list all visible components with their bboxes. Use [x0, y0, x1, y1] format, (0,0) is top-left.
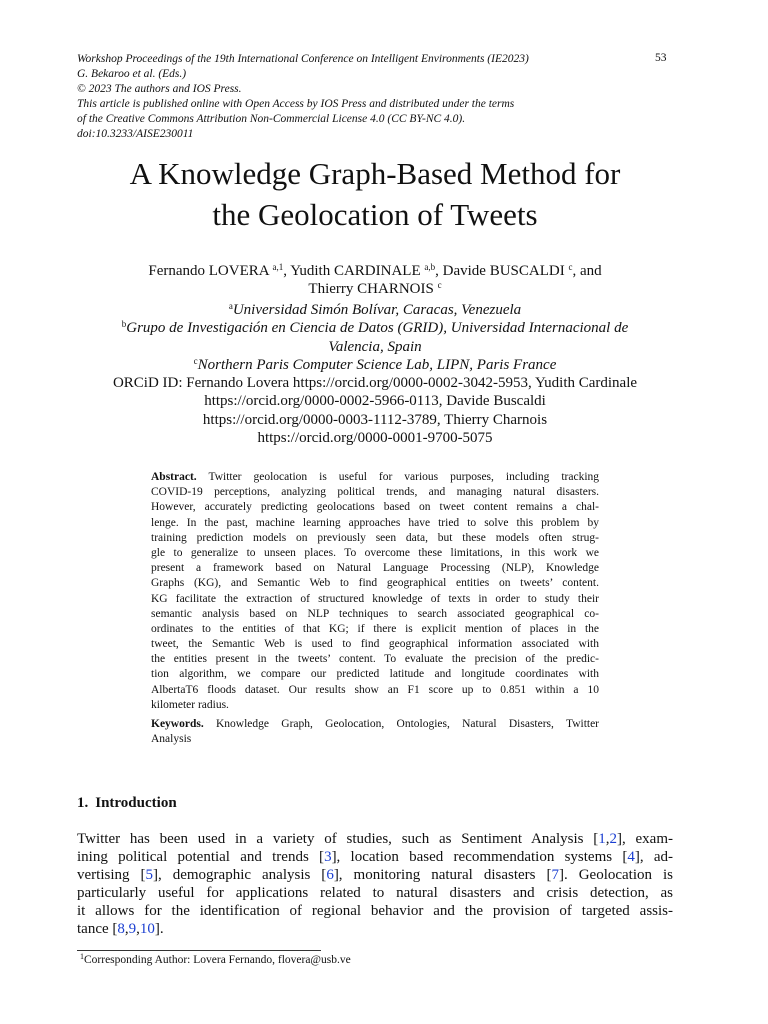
body-line: [77, 920, 673, 938]
body-text: ,: [124, 921, 129, 938]
author-line: [60, 262, 690, 280]
abstract-line: Graphs (KG), and Semantic Web to find geographical entities on tweets’ content.: [151, 577, 599, 590]
abstract-text: Twitter geolocation is useful for various purposes, including tracking: [208, 471, 600, 483]
affiliation-mark: a: [228, 301, 233, 311]
abstract-line: kilometer radius.: [151, 698, 229, 711]
section-number: 1.: [77, 795, 89, 811]
page-number: 53: [655, 52, 667, 64]
citation-link[interactable]: 6: [326, 867, 334, 884]
author-name: Thierry CHARNOIS: [308, 281, 434, 297]
abstract-line: COVID-19 perceptions, analyzing political trends, and managing natural disasters.: [151, 486, 599, 499]
footnote-mark: 1: [80, 952, 84, 961]
affiliation-b-cont: Valencia, Spain: [328, 338, 422, 355]
paper-title: [60, 153, 690, 235]
header-line: of the Creative Commons Attribution Non-Commercial License 4.0 (CC BY-NC 4.0).: [77, 113, 466, 125]
abstract-line: semantic analysis based on NLP techniques to search associated geographical co-: [151, 607, 599, 620]
section-heading: [77, 795, 184, 812]
body-line: [77, 848, 673, 866]
orcid-block: [60, 374, 690, 447]
abstract-line: present a framework based on Natural Language Processing (NLP), Knowledge: [151, 562, 599, 575]
citation-link[interactable]: 8: [117, 921, 125, 938]
affiliation-text: Northern Paris Computer Science Lab, LIPN, Paris France: [197, 356, 557, 373]
abstract-line: ordinates to the entities of that KG; if there is explicit mention of places in the: [151, 622, 599, 635]
author-name: , Davide BUSCALDI: [435, 263, 565, 279]
affiliation-mark: c: [193, 355, 198, 366]
citation-link[interactable]: 9: [128, 921, 137, 938]
author-affiliation-mark: c: [568, 262, 573, 272]
abstract-line: [151, 470, 599, 485]
body-text: ], exam-: [617, 831, 673, 847]
citation-link[interactable]: 3: [324, 849, 332, 866]
orcid-line: ORCiD ID: Fernando Lovera https://orcid.org/0000-0002-3042-5953, Yudith Cardinale: [112, 375, 638, 391]
affiliation-text: Universidad Simón Bolívar, Caracas, Venezuela: [232, 302, 522, 318]
body-line: [77, 830, 673, 848]
body-line: [77, 866, 673, 884]
citation-link[interactable]: 4: [627, 849, 635, 866]
header-line: © 2023 The authors and IOS Press.: [77, 83, 242, 95]
footnote: [80, 954, 351, 966]
affiliation-text: Grupo de Investigación en Ciencia de Datos (GRID), Universidad Internacional de: [126, 320, 629, 337]
body-text: ], location based recommendation systems [: [331, 849, 628, 866]
body-text: ], ad-: [634, 849, 673, 866]
section-title: Introduction: [95, 795, 177, 811]
body-text: ]. Geolocation is: [558, 867, 673, 884]
body-text: ], monitoring natural disasters [: [333, 867, 552, 884]
intro-paragraph: [77, 830, 673, 939]
header-line: Workshop Proceedings of the 19th International Conference on Intelligent Environments (IE2023): [77, 53, 529, 65]
author-affiliation-mark: a,b: [424, 262, 436, 272]
header-line: This article is published online with Open Access by IOS Press and distributed under the terms: [77, 98, 515, 110]
body-line: it allows for the identification of regional behavior and the provision of targeted assis-: [77, 903, 673, 920]
body-text: vertising [: [77, 867, 146, 884]
body-text: ], demographic analysis [: [152, 867, 327, 884]
abstract-line: However, accurately predicting geolocations based on tweet content remains a chal-: [151, 501, 599, 514]
orcid-line: https://orcid.org/0000-0002-5966-0113, Davide Buscaldi: [204, 393, 546, 410]
author-affiliation-mark: a,1: [272, 262, 284, 272]
body-line: particularly useful for applications related to natural disasters and crisis detection, as: [77, 885, 673, 902]
body-text: Twitter has been used in a variety of studies, such as Sentiment Analysis [: [77, 831, 599, 847]
body-text: ining political potential and trends [: [77, 849, 325, 866]
abstract-line: AlbertaT6 floods dataset. Our results show an F1 score up to 0.851 within a 10: [151, 683, 599, 696]
abstract: [151, 470, 599, 747]
body-text: ,: [605, 831, 610, 847]
abstract-line: tion algorithm, we compare our predicted latitude and longitude coordinates with: [151, 668, 599, 681]
citation-link[interactable]: 5: [145, 867, 153, 884]
abstract-line: gle to generalize to unseen places. To overcome these limitations, in this work we: [151, 546, 599, 559]
abstract-line: KG facilitate the extraction of structured knowledge of texts in order to study their: [151, 592, 599, 605]
citation-link[interactable]: 7: [551, 867, 559, 884]
keywords-label: Keywords.: [151, 718, 204, 730]
author-affiliation-mark: c: [437, 280, 442, 290]
footnote-divider: [77, 950, 321, 951]
affiliation-a: [60, 301, 690, 319]
body-text: ].: [154, 921, 164, 938]
footnote-text: Corresponding Author: Lovera Fernando, flovera@usb.ve: [84, 954, 351, 966]
citation-link[interactable]: 2: [609, 831, 617, 847]
title-line: the Geolocation of Tweets: [212, 197, 538, 232]
author-name: Fernando LOVERA: [148, 263, 269, 279]
body-text: tance [: [77, 921, 118, 938]
affiliation-c: [60, 356, 690, 374]
abstract-label: Abstract.: [151, 471, 197, 483]
orcid-line: https://orcid.org/0000-0001-9700-5075: [257, 429, 493, 446]
author-name: , Yudith CARDINALE: [283, 263, 421, 279]
author-list: [60, 262, 690, 298]
affiliations: [60, 301, 690, 374]
author-line: [60, 280, 690, 298]
citation-link[interactable]: 1: [598, 831, 606, 847]
title-line: A Knowledge Graph-Based Method for: [129, 156, 621, 191]
doi-line: doi:10.3233/AISE230011: [77, 128, 194, 140]
abstract-line: lenge. In the past, machine learning approaches have tried to solve this problem by: [151, 516, 599, 529]
keywords-line: [151, 717, 599, 732]
abstract-line: training prediction models on previously seen data, but these models often strug-: [151, 531, 599, 544]
orcid-line: https://orcid.org/0000-0003-1112-3789, Thierry Charnois: [202, 411, 548, 428]
abstract-line: tweet, the Semantic Web is used to find geographical information associated with: [151, 638, 599, 651]
citation-link[interactable]: 10: [139, 921, 155, 938]
author-separator: , and: [572, 263, 602, 279]
affiliation-b: [60, 319, 690, 337]
keywords-text: Knowledge Graph, Geolocation, Ontologies, Natural Disasters, Twitter: [216, 718, 600, 730]
body-text: ,: [136, 921, 140, 938]
publication-header: [77, 52, 637, 142]
header-line: G. Bekaroo et al. (Eds.): [77, 68, 187, 80]
keywords-line: Analysis: [151, 733, 192, 746]
abstract-line: the entities present in the tweets’ content. To evaluate the precision of the predic-: [151, 653, 599, 666]
affiliation-mark: b: [121, 319, 127, 330]
